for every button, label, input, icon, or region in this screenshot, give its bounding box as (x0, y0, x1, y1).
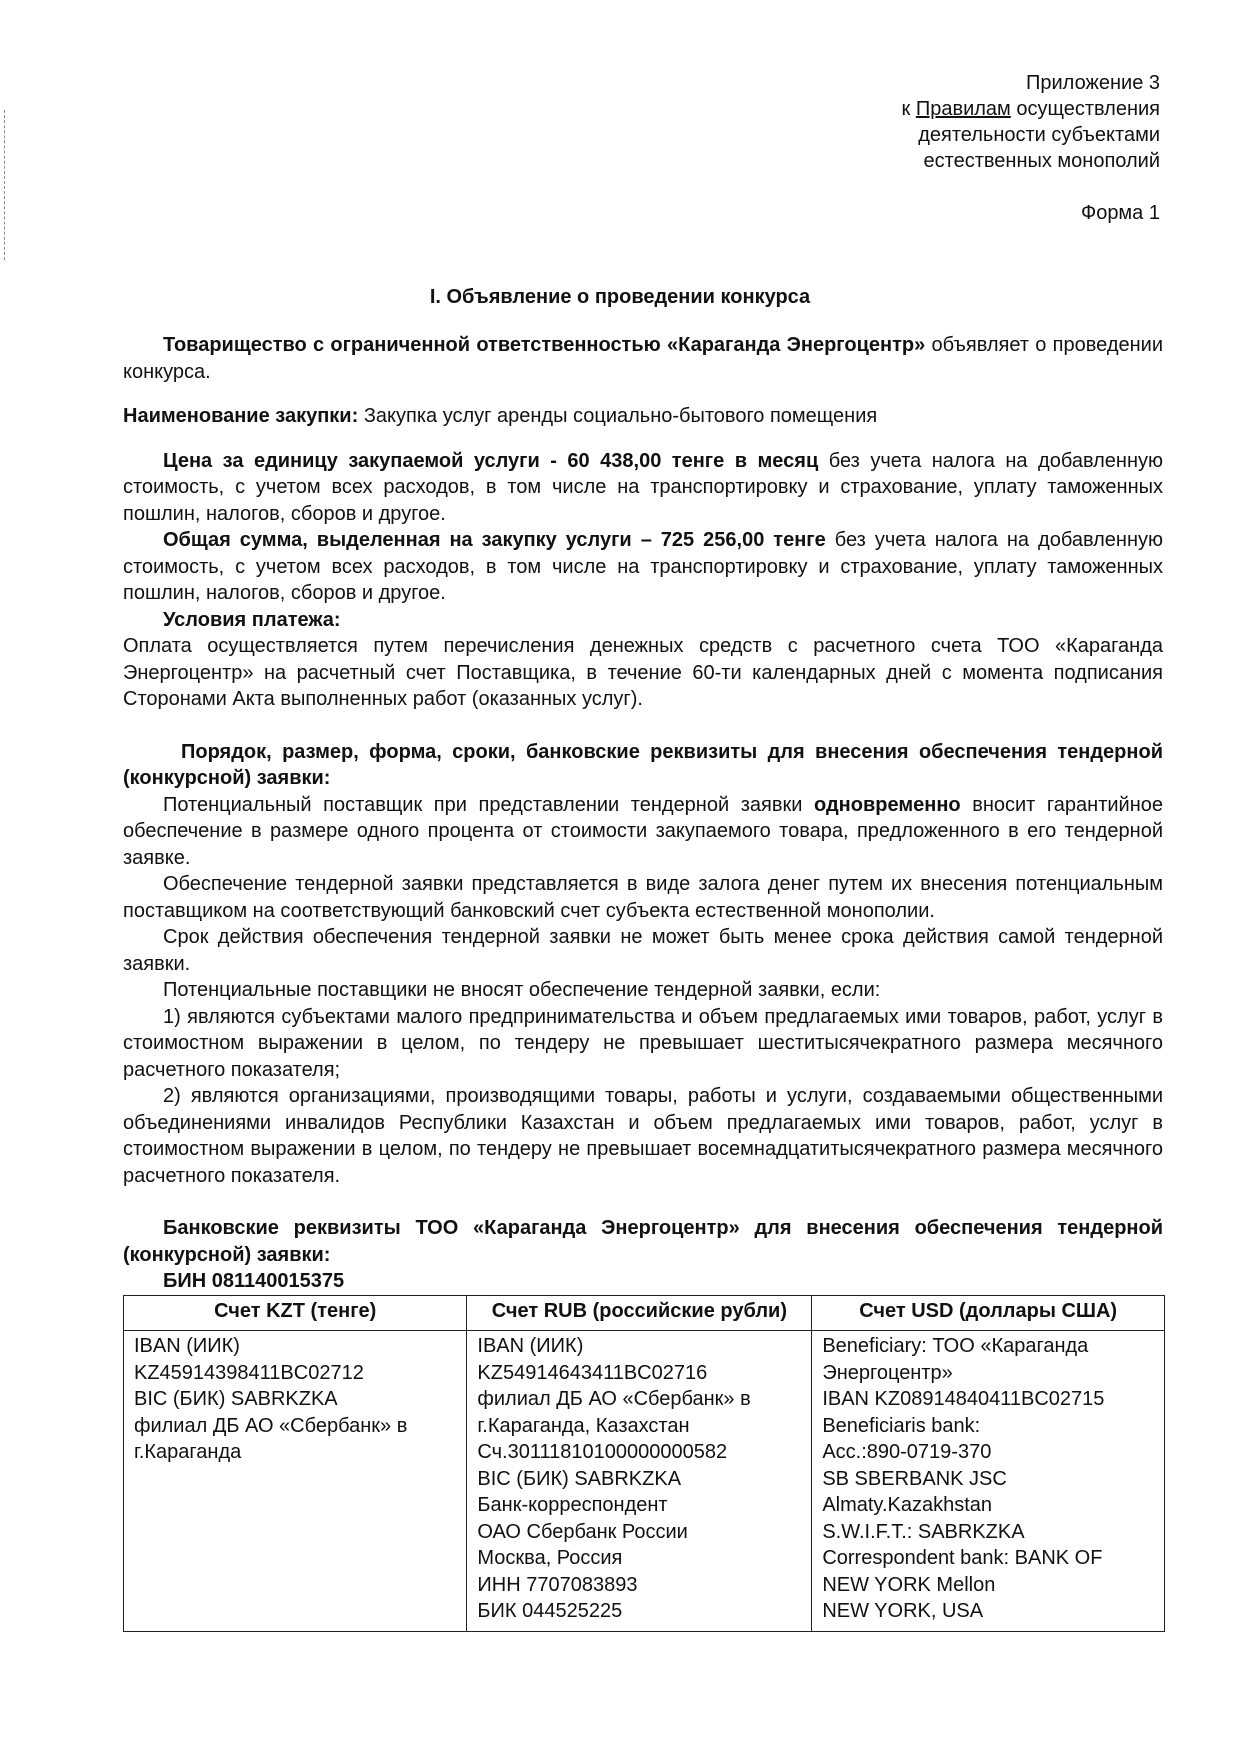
usd-details (812, 1331, 1165, 1632)
appendix-line-1: Приложение 3 (1026, 72, 1160, 94)
purchase-paragraph (123, 403, 1163, 430)
usd-line: NEW YORK, USA (822, 1600, 984, 1622)
rub-line: Москва, Россия (477, 1547, 623, 1569)
security-p4: Потенциальные поставщики не вносят обеспечение тендерной заявки, если: (163, 979, 881, 1001)
intro-rest: объявляет о проведении конкурса. (123, 334, 1163, 383)
rub-details (467, 1331, 812, 1632)
security-p5: 1) являются субъектами малого предпринимательства и объем предлагаемых ими товаров, работ, услуг в стоимостном выражении в целом, по тендеру не превышает шеститысячекратного размера месячного расчетного показателя; (123, 1005, 1163, 1081)
usd-line: Almaty.Kazakhstan (822, 1494, 993, 1516)
bin-number: БИН 081140015375 (163, 1270, 345, 1292)
rub-line: БИК 044525225 (477, 1600, 623, 1622)
security-p1-b: вносит гарантийное обеспечение в размере одного процента от стоимости закупаемого товара, предложенного в его тендерной заявке. (123, 793, 1163, 869)
usd-line: SB SBERBANK JSC (822, 1467, 1007, 1490)
kzt-line: филиал ДБ АО «Сбербанк» в г.Караганда (134, 1414, 408, 1463)
rub-line: BIC (БИК) SABRKZKA (477, 1467, 682, 1490)
rub-line: ОАО Сбербанк России (477, 1520, 688, 1543)
purchase-label: Наименование закупки: (123, 405, 359, 427)
security-p1-bold: одновременно (814, 793, 961, 816)
kzt-details (124, 1331, 467, 1632)
unit-price-paragraph (123, 448, 1163, 528)
document-body (123, 332, 1163, 1632)
rub-line: Банк-корреспондент (477, 1494, 668, 1516)
appendix-line-3: деятельности субъектами (918, 124, 1160, 146)
kzt-line: IBAN (ИИК) (134, 1335, 240, 1357)
security-p6: 2) являются организациями, производящими товары, работы и услуги, создаваемыми общественными объединениями инвалидов Республики Казахстан и объем предлагаемых ими товаров, работ, услуг в стоимостном выражении в целом, по тендеру не превышает восемнадцатитысячекратного размера месячного расчетного показателя. (123, 1085, 1163, 1187)
usd-line: S.W.I.F.T.: SABRKZKA (822, 1520, 1025, 1543)
unit-price-label: Цена за единицу закупаемой услуги - 60 438,00 тенге в месяц (163, 449, 819, 472)
security-p1 (123, 792, 1163, 872)
unit-price-rest: без учета налога на добавленную стоимость, с учетом всех расходов, в том числе на транспортировку и страхование, уплату таможенных пошлин, налогов, сборов и другое. (123, 449, 1163, 525)
column-header-rub: Счет RUB (российские рубли) (467, 1295, 812, 1331)
rub-line: IBAN (ИИК) (477, 1335, 584, 1357)
appendix-line-4: естественных монополий (923, 150, 1160, 172)
org-name: Товарищество с ограниченной ответственностью «Караганда Энергоцентр» (163, 334, 926, 356)
usd-line: Acc.:890-0719-370 (822, 1441, 992, 1463)
scan-margin-marks (4, 110, 8, 260)
security-heading: Порядок, размер, форма, сроки, банковские реквизиты для внесения обеспечения тендерной (конкурсной) заявки: (123, 740, 1163, 789)
security-p2: Обеспечение тендерной заявки представляется в виде залога денег путем их внесения потенциальным поставщиком на соответствующий банковский счет субъекта естественной монополии. (123, 873, 1163, 922)
total-label: Общая сумма, выделенная на закупку услуги – 725 256,00 тенге (163, 529, 826, 551)
bank-heading: Банковские реквизиты ТОО «Караганда Энергоцентр» для внесения обеспечения тендерной (конкурсной) заявки: (123, 1217, 1163, 1266)
appendix-line-2 (902, 96, 1160, 122)
column-header-usd: Счет USD (доллары США) (812, 1295, 1165, 1331)
table-header-row (124, 1295, 1165, 1331)
usd-line: Beneficiary: ТОО «Караганда Энергоцентр» (822, 1335, 1089, 1384)
usd-line: IBAN KZ08914840411BC02715 (822, 1388, 1105, 1410)
purchase-value: Закупка услуг аренды социально-бытового помещения (358, 405, 878, 427)
kzt-line: BIC (БИК) SABRKZKA (134, 1388, 338, 1410)
rules-link[interactable]: Правилам (915, 98, 1011, 120)
rub-line: ИНН 7707083893 (477, 1573, 638, 1596)
appendix-header (902, 70, 1160, 174)
kzt-line: KZ45914398411BC02712 (134, 1361, 364, 1384)
column-header-kzt: Счет KZT (тенге) (124, 1295, 467, 1331)
payment-text: Оплата осуществляется путем перечисления денежных средств с расчетного счета ТОО «Караганда Энергоцентр» на расчетный счет Поставщика, в течение 60-ти календарных дней с момента подписания Сторонами Акта выполненных работ (оказанных услуг). (123, 635, 1163, 710)
intro-paragraph (123, 332, 1163, 385)
table-row (124, 1331, 1165, 1632)
usd-line: Beneficiaris bank: (822, 1414, 981, 1437)
total-paragraph (123, 527, 1163, 607)
rub-line: KZ54914643411BC02716 (477, 1361, 708, 1384)
payment-label: Условия платежа: (163, 608, 341, 631)
appendix-prefix: к (901, 98, 916, 120)
form-label: Форма 1 (1080, 202, 1160, 224)
document-title: I. Объявление о проведении конкурса (429, 286, 811, 308)
total-rest: без учета налога на добавленную стоимость, с учетом всех расходов, в том числе на транспортировку и страхование, уплату таможенных пошлин, налогов, сборов и другое. (123, 529, 1163, 604)
rub-line: Сч.30111810100000000582 (477, 1441, 728, 1463)
usd-line: Correspondent bank: BANK OF NEW YORK Mellon (822, 1547, 1103, 1596)
security-p3: Срок действия обеспечения тендерной заявки не может быть менее срока действия самой тендерной заявки. (123, 926, 1163, 975)
security-p1-a: Потенциальный поставщик при представлении тендерной заявки (163, 793, 814, 816)
bank-details-table (123, 1295, 1165, 1632)
appendix-suffix: осуществления (1010, 98, 1160, 120)
rub-line: филиал ДБ АО «Сбербанк» в г.Караганда, Казахстан (477, 1388, 751, 1437)
